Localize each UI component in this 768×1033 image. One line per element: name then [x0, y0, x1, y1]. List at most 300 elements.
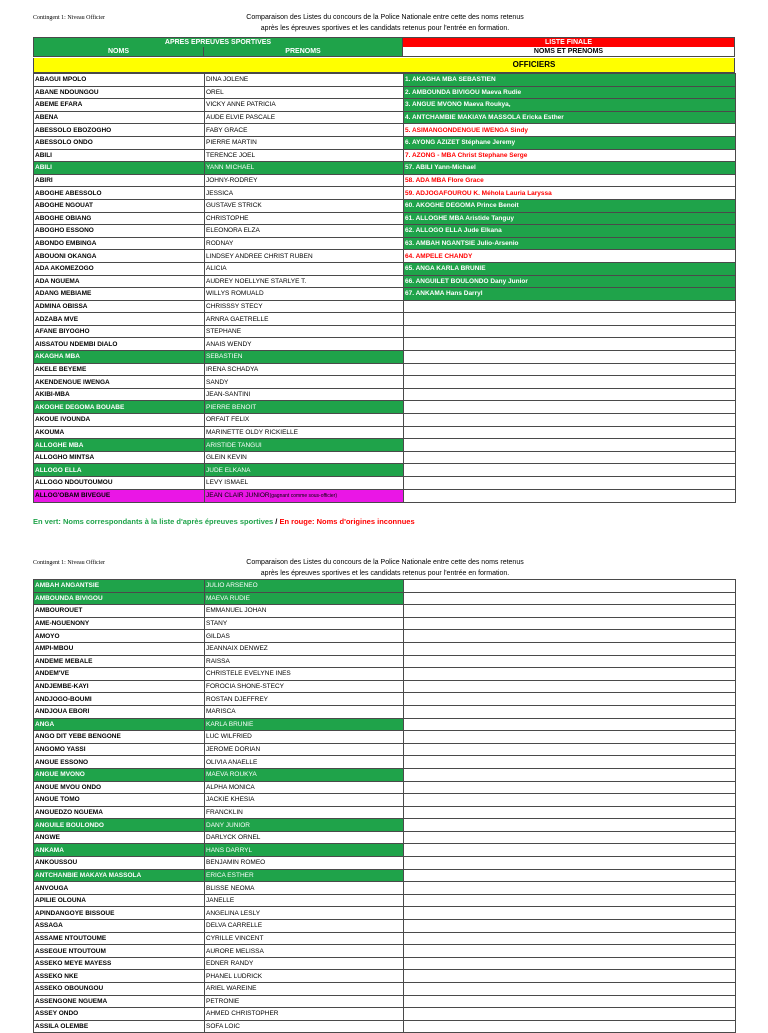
page-title-2 [230, 558, 540, 579]
cell-liste-finale: 62. ALLOGO ELLA Jude Elkana [404, 225, 736, 238]
table-row [34, 111, 736, 124]
table-row [34, 338, 736, 351]
table-row [34, 907, 736, 920]
cell-nom: ANGUEDZO NGUEMA [34, 806, 205, 819]
table-row [34, 731, 736, 744]
table-row [34, 869, 736, 882]
contingent-label: Contingent 1: Niveau Officier [33, 15, 106, 21]
table-row [34, 250, 736, 263]
table-row [34, 464, 736, 477]
cell-liste-finale: 65. ANGA KARLA BRUNIE [404, 262, 736, 275]
cell-nom: ADMINA OBISSA [34, 300, 205, 313]
table-row [34, 225, 736, 238]
table-row [34, 439, 736, 452]
table-row [34, 262, 736, 275]
cell-prenom: ALICIA [205, 262, 404, 275]
cell-nom: ABONDO EMBINGA [34, 237, 205, 250]
cell-nom: AKELE BEYEME [34, 363, 205, 376]
cell-nom: ALLOGO ELLA [34, 464, 205, 477]
cell-liste-finale [404, 325, 736, 338]
cell-liste-finale [404, 718, 736, 731]
cell-nom: APINDANGOYE BISSOUE [34, 907, 205, 920]
cell-nom: AMOYO [34, 630, 205, 643]
cell-prenom: ANAIS WENDY [205, 338, 404, 351]
cell-nom: ANGUE MVOU ONDO [34, 781, 205, 794]
cell-nom: ABAGUI MPOLO [34, 74, 205, 87]
cell-liste-finale: 3. ANGUE MVONO Maeva Roukya, [404, 99, 736, 112]
table-row [34, 756, 736, 769]
cell-liste-finale [404, 642, 736, 655]
cell-liste-finale [404, 857, 736, 870]
cell-nom: ABOGHE ABESSOLO [34, 187, 205, 200]
cell-liste-finale [404, 489, 736, 502]
cell-nom: ANKOUSSOU [34, 857, 205, 870]
cell-liste-finale: 2. AMBOUNDA BIVIGOU Maeva Rudie [404, 86, 736, 99]
cell-liste-finale: 5. ASIMANGONDENGUE IWENGA Sindy [404, 124, 736, 137]
cell-liste-finale [404, 351, 736, 364]
cell-nom: ASSEKO OBOUNGOU [34, 983, 205, 996]
cell-nom: ASSEKO MEYE MAYESS [34, 957, 205, 970]
cell-nom: ABOGHE OBIANG [34, 212, 205, 225]
table-row [34, 414, 736, 427]
cell-prenom: ARIEL WAREINE [205, 983, 404, 996]
title-line-1: Comparaison des Listes du concours de la Police Nationale entre cette des noms retenus [246, 14, 524, 21]
cell-liste-finale [404, 869, 736, 882]
cell-nom: ABEME EFARA [34, 99, 205, 112]
table-row [34, 325, 736, 338]
table-row [34, 857, 736, 870]
cell-liste-finale [404, 388, 736, 401]
cell-prenom: OREL [205, 86, 404, 99]
table-row [34, 174, 736, 187]
cell-prenom: DINA JOLENE [205, 74, 404, 87]
table-row [34, 642, 736, 655]
cell-prenom: TERENCE JOEL [205, 149, 404, 162]
cell-prenom: CHRISTOPHE [205, 212, 404, 225]
cell-nom: AME-NGUENONY [34, 617, 205, 630]
table-row [34, 957, 736, 970]
cell-liste-finale: 58. ADA MBA Flore Grace [404, 174, 736, 187]
cell-liste-finale [404, 907, 736, 920]
legend-red: En rouge: Noms d'origines inconnues [279, 517, 415, 526]
table-row [34, 806, 736, 819]
cell-nom: ALLOGHE MBA [34, 439, 205, 452]
cell-liste-finale [404, 1020, 736, 1033]
cell-liste-finale [404, 945, 736, 958]
cell-prenom: ARNRA GAETRELLE [205, 313, 404, 326]
cell-liste-finale [404, 844, 736, 857]
cell-nom: ABANE NDOUNGOU [34, 86, 205, 99]
cell-nom: ANGUILE BOULONDO [34, 819, 205, 832]
table-row [34, 426, 736, 439]
cell-liste-finale [404, 932, 736, 945]
cell-liste-finale [404, 414, 736, 427]
cell-prenom: OLIVIA ANAELLE [205, 756, 404, 769]
cell-nom: ABESSOLO ONDO [34, 136, 205, 149]
cell-liste-finale [404, 655, 736, 668]
cell-liste-finale [404, 882, 736, 895]
cell-nom: ADA AKOMEZOGO [34, 262, 205, 275]
cell-prenom: PIERRE MARTIN [205, 136, 404, 149]
cell-nom: ALLOGO NDOUTOUMOU [34, 477, 205, 490]
cell-nom: ABIRI [34, 174, 205, 187]
table-row [34, 617, 736, 630]
table-row [34, 187, 736, 200]
section-officiers: OFFICIERS [33, 58, 735, 73]
cell-prenom: DANY JUNIOR [205, 819, 404, 832]
cell-liste-finale [404, 630, 736, 643]
cell-liste-finale: 67. ANKAMA Hans Darryl [404, 288, 736, 301]
table-row [34, 149, 736, 162]
cell-prenom: CHRISTELE EVELYNE INES [205, 668, 404, 681]
table-row [34, 351, 736, 364]
cell-prenom: JULIO ARSENEO [205, 580, 404, 593]
header-row-columns [33, 47, 735, 57]
table-row [34, 932, 736, 945]
cell-prenom: STANY [205, 617, 404, 630]
cell-prenom: KARLA BRUNIE [205, 718, 404, 731]
prenom-note: (gagnant comme sous-officier) [269, 492, 338, 499]
cell-liste-finale [404, 995, 736, 1008]
cell-liste-finale [404, 401, 736, 414]
cell-nom: ANGOMO YASSI [34, 743, 205, 756]
cell-liste-finale [404, 592, 736, 605]
table-row [34, 844, 736, 857]
cell-liste-finale [404, 617, 736, 630]
table-row [34, 592, 736, 605]
cell-nom: ASSENGONE NGUEMA [34, 995, 205, 1008]
cell-liste-finale [404, 668, 736, 681]
cell-nom: ANGUE MVONO [34, 768, 205, 781]
table-row [34, 920, 736, 933]
table-row [34, 983, 736, 996]
cell-nom: AMBOUROUET [34, 605, 205, 618]
cell-nom: AMBAH ANGANTSIE [34, 580, 205, 593]
table-row [34, 300, 736, 313]
table-row [34, 477, 736, 490]
table-row [34, 288, 736, 301]
cell-nom: ANTCHANBIE MAKAYA MASSOLA [34, 869, 205, 882]
cell-prenom: AUDE ELVIE PASCALE [205, 111, 404, 124]
cell-prenom: MARISCA [205, 705, 404, 718]
table-row [34, 401, 736, 414]
cell-nom: ANGWE [34, 831, 205, 844]
cell-prenom: JEROME DORIAN [205, 743, 404, 756]
title-line-2: après les épreuves sportives et les candidats retenus pour l'entrée en formation. [260, 24, 510, 32]
table-row [34, 819, 736, 832]
cell-nom: APILIE OLOUNA [34, 894, 205, 907]
cell-liste-finale [404, 338, 736, 351]
cell-prenom: WILLYS ROMUALD [205, 288, 404, 301]
table-row [34, 124, 736, 137]
cell-nom: ANDEM'VE [34, 668, 205, 681]
table-row [34, 489, 736, 502]
cell-prenom: ERICA ESTHER [205, 869, 404, 882]
cell-prenom: GLEIN KEVIN [205, 451, 404, 464]
cell-liste-finale [404, 705, 736, 718]
table-row [34, 668, 736, 681]
cell-prenom: IRENA SCHADYA [205, 363, 404, 376]
cell-prenom: PHANEL LUDRICK [205, 970, 404, 983]
cell-nom: ANVOUGA [34, 882, 205, 895]
cell-nom: ASSEY ONDO [34, 1008, 205, 1021]
cell-liste-finale: 61. ALLOGHE MBA Aristide Tanguy [404, 212, 736, 225]
cell-liste-finale [404, 957, 736, 970]
cell-liste-finale [404, 580, 736, 593]
cell-prenom: VICKY ANNE PATRICIA [205, 99, 404, 112]
cell-prenom: JEAN-SANTINI [205, 388, 404, 401]
cell-prenom: DARLYCK ORNEL [205, 831, 404, 844]
cell-prenom: FRANCKLIN [205, 806, 404, 819]
cell-prenom: SANDY [205, 376, 404, 389]
cell-nom: ALLOG'OBAM BIVEGUE [34, 489, 205, 502]
cell-nom: ANGUE ESSONO [34, 756, 205, 769]
cell-prenom: STEPHANE [205, 325, 404, 338]
cell-prenom: RODNAY [205, 237, 404, 250]
cell-nom: ASSAME NTOUTOUME [34, 932, 205, 945]
cell-liste-finale: 4. ANTCHAMBIE MAKIAYA MASSOLA Ericka Esther [404, 111, 736, 124]
cell-liste-finale [404, 781, 736, 794]
cell-prenom [205, 489, 404, 502]
table-row [34, 693, 736, 706]
table-row [34, 363, 736, 376]
cell-prenom: JACKIE KHESIA [205, 794, 404, 807]
cell-prenom: SOFA LOIC [205, 1020, 404, 1033]
table-row [34, 995, 736, 1008]
cell-prenom: GUSTAVE STRICK [205, 199, 404, 212]
table-row [34, 86, 736, 99]
cell-prenom: MARINETTE OLDY RICKIELLE [205, 426, 404, 439]
cell-prenom: PETRONIE [205, 995, 404, 1008]
table-row [34, 945, 736, 958]
contingent-label-2: Contingent 1: Niveau Officier [33, 560, 106, 566]
cell-liste-finale: 60. AKOGHE DEGOMA Prince Benoit [404, 199, 736, 212]
legend [33, 517, 415, 526]
cell-prenom: ANGELINA LESLY [205, 907, 404, 920]
cell-nom: ABILI [34, 149, 205, 162]
cell-nom: AMPI-MBOU [34, 642, 205, 655]
cell-nom: ANDJOUA EBORI [34, 705, 205, 718]
cell-prenom: YANN MICHAEL [205, 162, 404, 175]
table-row [34, 237, 736, 250]
col-prenoms: PRENOMS [204, 47, 403, 57]
cell-nom: ANDJEMBE-KAYI [34, 680, 205, 693]
cell-liste-finale [404, 1008, 736, 1021]
cell-nom: ANDJOGO-BOUMI [34, 693, 205, 706]
table-row [34, 376, 736, 389]
cell-prenom: JANELLE [205, 894, 404, 907]
cell-prenom: ELEONORA ELZA [205, 225, 404, 238]
table-row [34, 970, 736, 983]
cell-prenom: JESSICA [205, 187, 404, 200]
table-row [34, 162, 736, 175]
cell-liste-finale [404, 439, 736, 452]
table-page-2 [33, 579, 736, 1033]
cell-prenom: GILDAS [205, 630, 404, 643]
cell-liste-finale [404, 983, 736, 996]
cell-prenom: MAEVA RUDIE [205, 592, 404, 605]
cell-nom: ANGO DIT YEBE BENGONE [34, 731, 205, 744]
cell-liste-finale [404, 300, 736, 313]
header-liste-finale: LISTE FINALE [403, 37, 735, 48]
table-row [34, 605, 736, 618]
cell-nom: ADZABA MVE [34, 313, 205, 326]
cell-nom: ABILI [34, 162, 205, 175]
cell-prenom: ROSTAN DJEFFREY [205, 693, 404, 706]
cell-liste-finale [404, 477, 736, 490]
cell-prenom: AURORE MELISSA [205, 945, 404, 958]
cell-prenom: ORFAIT FELIX [205, 414, 404, 427]
table-row [34, 831, 736, 844]
table-row [34, 768, 736, 781]
cell-prenom: EDNER RANDY [205, 957, 404, 970]
cell-liste-finale [404, 426, 736, 439]
table-row [34, 1008, 736, 1021]
table-row [34, 680, 736, 693]
cell-nom: ABENA [34, 111, 205, 124]
cell-nom: ASSEKO NKE [34, 970, 205, 983]
cell-nom: ABOUONI OKANGA [34, 250, 205, 263]
cell-prenom: RAISSA [205, 655, 404, 668]
prenom-text: JEAN CLAIR JUNIOR [206, 491, 270, 499]
table-row [34, 99, 736, 112]
section-row [33, 58, 735, 73]
cell-nom: AKOGHE DEGOMA BOUABE [34, 401, 205, 414]
cell-nom: ASSILA OLEMBE [34, 1020, 205, 1033]
cell-liste-finale [404, 313, 736, 326]
cell-nom: ASSEGUE NTOUTOUM [34, 945, 205, 958]
cell-nom: ABESSOLO EBOZOGHO [34, 124, 205, 137]
cell-liste-finale [404, 731, 736, 744]
legend-green: En vert: Noms correspondants à la liste d'après épreuves sportives [33, 517, 274, 526]
cell-nom: ADANG MEBIAME [34, 288, 205, 301]
legend-separator: / [273, 517, 280, 526]
cell-liste-finale [404, 605, 736, 618]
table-row [34, 74, 736, 87]
cell-liste-finale [404, 831, 736, 844]
table-row [34, 743, 736, 756]
cell-liste-finale: 63. AMBAH NGANTSIE Julio-Arsenio [404, 237, 736, 250]
cell-liste-finale [404, 451, 736, 464]
table-row [34, 882, 736, 895]
table-row [34, 199, 736, 212]
cell-prenom: FABY GRACE [205, 124, 404, 137]
cell-liste-finale [404, 920, 736, 933]
cell-prenom: FOROCIA SHONE-STECY [205, 680, 404, 693]
cell-nom: ANDEME MEBALE [34, 655, 205, 668]
cell-nom: AFANE BIYOGHO [34, 325, 205, 338]
cell-prenom: ARISTIDE TANGUI [205, 439, 404, 452]
cell-nom: ANGA [34, 718, 205, 731]
cell-liste-finale [404, 464, 736, 477]
cell-liste-finale [404, 794, 736, 807]
table-row [34, 212, 736, 225]
cell-prenom: AUDREY NOELLYNE STARLYE T. [205, 275, 404, 288]
cell-nom: AKOUE IVOUNDA [34, 414, 205, 427]
page-title [230, 13, 540, 34]
table-row [34, 630, 736, 643]
cell-liste-finale [404, 743, 736, 756]
table-row [34, 705, 736, 718]
cell-prenom: JEANNAIX DENWEZ [205, 642, 404, 655]
cell-liste-finale: 66. ANGUILET BOULONDO Dany Junior [404, 275, 736, 288]
cell-prenom: AHMED CHRISTOPHER [205, 1008, 404, 1021]
cell-nom: AMBOUNDA BIVIGOU [34, 592, 205, 605]
title-line-1-p2: Comparaison des Listes du concours de la Police Nationale entre cette des noms retenus [246, 559, 524, 566]
cell-nom: AKIBI-MBA [34, 388, 205, 401]
cell-prenom: LEVY ISMAEL [205, 477, 404, 490]
cell-prenom: LUC WILFRIED [205, 731, 404, 744]
cell-liste-finale: 1. AKAGHA MBA SEBASTIEN [404, 74, 736, 87]
cell-nom: ADA NGUEMA [34, 275, 205, 288]
cell-liste-finale [404, 376, 736, 389]
cell-prenom: SEBASTIEN [205, 351, 404, 364]
col-noms: NOMS [33, 47, 204, 57]
table-row [34, 894, 736, 907]
cell-liste-finale [404, 756, 736, 769]
table-row [34, 718, 736, 731]
cell-liste-finale: 57. ABILI Yann-Michael [404, 162, 736, 175]
cell-liste-finale [404, 819, 736, 832]
cell-prenom: JOHNY-RODREY [205, 174, 404, 187]
cell-liste-finale [404, 363, 736, 376]
header-apres-epreuves: APRES EPREUVES SPORTIVES [33, 37, 403, 48]
cell-prenom: MAEVA ROUKYA [205, 768, 404, 781]
cell-prenom: LINDSEY ANDREE CHRIST RUBEN [205, 250, 404, 263]
cell-liste-finale [404, 806, 736, 819]
table-row [34, 655, 736, 668]
cell-prenom: HANS DARRYL [205, 844, 404, 857]
table-row [34, 313, 736, 326]
cell-liste-finale: 6. AYONG AZIZET Stéphane Jeremy [404, 136, 736, 149]
cell-nom: AKAGHA MBA [34, 351, 205, 364]
cell-prenom: BENJAMIN ROMEO [205, 857, 404, 870]
cell-liste-finale: 64. AMPELE CHANDY [404, 250, 736, 263]
cell-nom: AKENDENGUE IWENGA [34, 376, 205, 389]
cell-nom: AISSATOU NDEMBI DIALO [34, 338, 205, 351]
cell-nom: AKOUMA [34, 426, 205, 439]
cell-liste-finale [404, 768, 736, 781]
cell-prenom: BLISSE NEOMA [205, 882, 404, 895]
table-row [34, 451, 736, 464]
table-row [34, 580, 736, 593]
col-noms-prenoms: NOMS ET PRENOMS [403, 47, 735, 57]
cell-nom: ANKAMA [34, 844, 205, 857]
table-row [34, 1020, 736, 1033]
cell-prenom: DELVA CARRELLE [205, 920, 404, 933]
table-page-1 [33, 73, 736, 503]
cell-nom: ABOGHE NGOUAT [34, 199, 205, 212]
cell-prenom: EMMANUEL JOHAN [205, 605, 404, 618]
cell-liste-finale: 7. AZONG - MBA Christ Stephane Serge [404, 149, 736, 162]
cell-prenom: CHRISSSY STECY [205, 300, 404, 313]
cell-liste-finale [404, 680, 736, 693]
cell-prenom: JUDE ELKANA [205, 464, 404, 477]
cell-nom: ALLOGHO MINTSA [34, 451, 205, 464]
table-row [34, 275, 736, 288]
cell-prenom: PIERRE BENOIT [205, 401, 404, 414]
cell-nom: ASSAGA [34, 920, 205, 933]
cell-liste-finale [404, 693, 736, 706]
title-line-2-p2: après les épreuves sportives et les candidats retenus pour l'entrée en formation. [260, 569, 510, 577]
cell-nom: ABOGHO ESSONO [34, 225, 205, 238]
cell-liste-finale: 59. ADJOGAFOUROU K. Méhola Lauria Laryssa [404, 187, 736, 200]
cell-prenom: ALPHA MONICA [205, 781, 404, 794]
cell-liste-finale [404, 970, 736, 983]
table-row [34, 388, 736, 401]
cell-liste-finale [404, 894, 736, 907]
table-row [34, 781, 736, 794]
